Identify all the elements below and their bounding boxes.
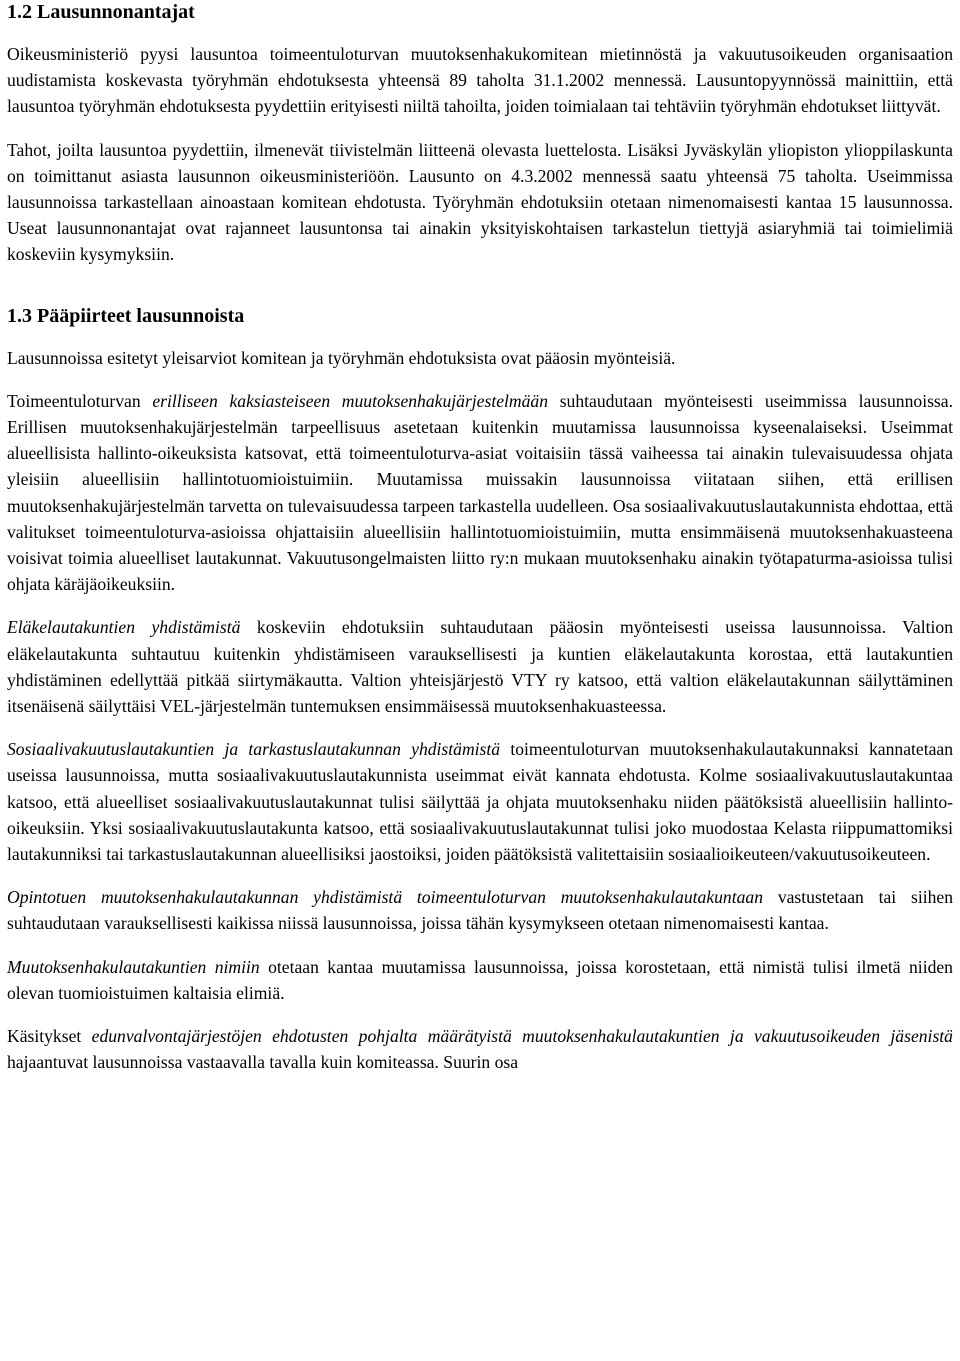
emphasized-topic: erilliseen kaksiasteiseen muutoksenhakujärjestelmään xyxy=(152,390,549,411)
paragraph-lausuntopyynto: Oikeusministeriö pyysi lausuntoa toimeentuloturvan muutoksenhakukomitean mietinnöstä ja vakuutusoikeuden organisaation uudistamista koskevasta työryhmän ehdotuksesta yhteensä 89 taholta 31.1.2002 mennessä. Lausuntopyynnössä mainittiin, että lausuntoa työryhmän ehdotuksesta pyydettiin erityisesti niiltä tahoilta, joiden toimialaan tai tehtäviin työryhmän ehdotukset liittyvät. xyxy=(7,44,953,117)
paragraph-opintotuki xyxy=(7,884,953,936)
emphasized-topic: Eläkelautakuntien yhdistämistä xyxy=(7,617,241,638)
paragraph-sosiaalivakuutuslautakunnat xyxy=(7,736,953,867)
emphasized-topic: edunvalvontajärjestöjen ehdotusten pohjalta määrätyistä muutoksenhakulautakuntien ja vakuutusoikeuden jäsenistä xyxy=(91,1026,953,1047)
paragraph-body-text: vastustetaan tai siihen suhtaudutaan varauksellisesti kaikissa niissä lausunnoissa, joissa tähän kysymykseen otetaan nimenomaisesti kantaa. xyxy=(7,887,954,934)
paragraph-body-text: otetaan kantaa muutamissa lausunnoissa, joissa korostetaan, että nimistä tulisi ilmetä niiden olevan tuomioistuimen kaltaisia elimiä. xyxy=(7,956,953,1003)
paragraph-lausunnonantajat-luettelo: Tahot, joilta lausuntoa pyydettiin, ilmenevät tiivistelmän liitteenä olevasta luettelosta. Lisäksi Jyväskylän yliopiston ylioppilaskunta on toimittanut asiasta lausunnon oikeusministeriöön. Lausunto on 4.3.2002 mennessä saatu yhteensä 75 taholta. Useimmissa lausunnoissa tarkastellaan ainoastaan komitean ehdotusta. Työryhmän ehdotuksiin otetaan nimenomaisesti kantaa 15 lausunnossa. Useat lausunnonantajat ovat rajanneet lausuntonsa tai ainakin yksityiskohtaisen tarkastelun tiettyjä asiaryhmiä tai toimielimiä koskeviin kysymyksiin. xyxy=(7,139,953,265)
paragraph-body-text: koskeviin ehdotuksiin suhtaudutaan pääosin myönteisesti useissa lausunnoissa. Valtion eläkelautakunta suhtautuu kuitenkin yhdistämiseen varauksellisesti ja kuntien eläkelautakunta korostaa, että lautakuntien yhdistäminen edellyttää pitkää siirtymäkautta. Valtion yhteisjärjestö VTY ry katsoo, että valtion eläkelautakunnan säilyttäminen itsenäisenä säilyttäisi VEL-järjestelmän tuntemuksen ensimmäisessä muutoksenhakuasteessa. xyxy=(7,617,953,717)
paragraph-nimet xyxy=(7,954,953,1006)
paragraph-elakelautakunnat xyxy=(7,614,953,719)
paragraph-body-text: toimeentuloturvan muutoksenhakulautakunnaksi kannatetaan useissa lausunnoissa, mutta sosiaalivakuutuslautakunnista useimmat eivät kannata ehdotusta. Kolme sosiaalivakuutuslautakuntaa katsoo, että alueelliset sosiaalivakuutuslautakunnat tulisi säilyttää ja ohjata muutoksenhaku niiden päätöksistä alueellisiin hallinto-oikeuksiin. Yksi sosiaalivakuutuslautakunta katsoo, että sosiaalivakuutuslautakunnat tulisi joko muodostaa Kelasta riippumattomiksi lautakunniksi tai tarkastuslautakunnan alueellisiksi jaostoiksi, joiden päätöksistä valitettaisiin sosiaalioikeuteen/vakuutusoikeuteen. xyxy=(7,739,954,865)
paragraph-body-text: suhtaudutaan myönteisesti useimmissa lausunnoissa. Erillisen muutoksenhakujärjestelmän tarpeellisuus asetetaan kuitenkin muutamissa lausunnoissa kyseenalaiseksi. Useimmat alueellisista hallinto-oikeuksista katsovat, että toimeentuloturva-asiat voitaisiin tässä vaiheessa tai ainakin tulevaisuudessa ohjata yleisiin alueellisiin hallintotuomioistuimiin. Muutamissa muissakin lausunnoissa viitataan siihen, että erillisen muutoksenhakujärjestelmän tarvetta on tulevaisuudessa tarpeen tarkastella uudelleen. Osa sosiaalivakuutuslautakunnista ehdottaa, että valitukset toimeentuloturva-asioissa ohjattaisiin alueellisiin hallintotuomioistuimiin, mutta ensimmäisenä muutoksenhakuasteena voisivat toimia alueelliset lautakunnat. Vakuutusongelmaisten liitto ry:n mukaan muutoksenhaku ainakin työtapaturma-asioissa tulisi ohjata käräjäoikeuksiin. xyxy=(7,390,953,595)
paragraph-jasenet xyxy=(7,1023,953,1075)
section-heading-paapiirteet: 1.3 Pääpiirteet lausunnoista xyxy=(7,304,245,327)
paragraph-pre-text: Toimeentuloturvan xyxy=(7,390,153,411)
emphasized-topic: Muutoksenhakulautakuntien nimiin xyxy=(7,956,260,977)
paragraph-pre-text: Käsitykset xyxy=(7,1026,92,1047)
paragraph-body-text: hajaantuvat lausunnoissa vastaavalla tavalla kuin komiteassa. Suurin osa xyxy=(7,1052,519,1073)
paragraph-muutoksenhakujarjestelma xyxy=(7,388,953,598)
document-page xyxy=(7,0,953,1076)
paragraph-yleisarviot: Lausunnoissa esitetyt yleisarviot komitean ja työryhmän ehdotuksista ovat pääosin myönteisiä. xyxy=(7,347,676,368)
emphasized-topic: Sosiaalivakuutuslautakuntien ja tarkastuslautakunnan yhdistämistä xyxy=(7,739,501,760)
emphasized-topic: Opintotuen muutoksenhakulautakunnan yhdistämistä toimeentuloturvan muutoksenhakulautakuntaan xyxy=(7,887,764,908)
section-heading-lausunnonantajat: 1.2 Lausunnonantajat xyxy=(7,1,195,23)
